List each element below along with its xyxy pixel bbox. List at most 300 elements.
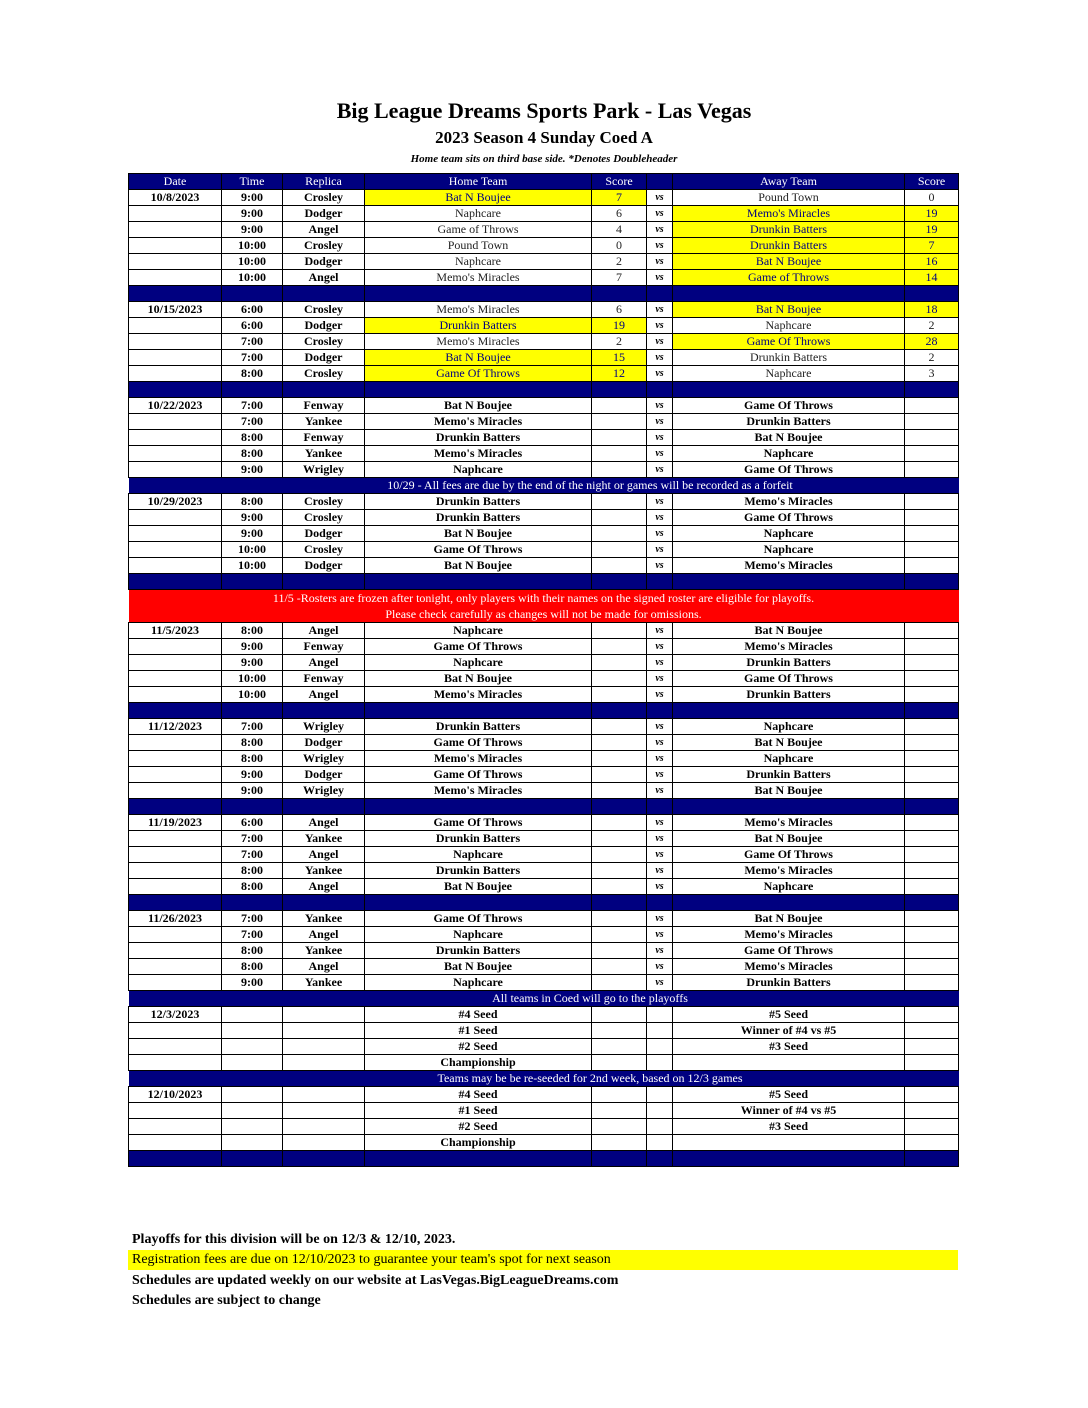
- away-score: [905, 831, 959, 847]
- header-away-team: Away Team: [673, 174, 905, 190]
- game-row: [129, 735, 959, 751]
- time: 7:00: [222, 831, 283, 847]
- away-score: [905, 446, 959, 462]
- vs: vs: [647, 927, 673, 943]
- date: [129, 510, 222, 526]
- vs: vs: [647, 350, 673, 366]
- time: 7:00: [222, 334, 283, 350]
- home-team: Game Of Throws: [365, 735, 592, 751]
- separator-cell: [365, 703, 592, 719]
- date: [129, 1103, 222, 1119]
- away-score: [905, 414, 959, 430]
- away-team: [673, 1055, 905, 1071]
- replica: Dodger: [283, 254, 365, 270]
- replica: Angel: [283, 879, 365, 895]
- home-team: Drunkin Batters: [365, 430, 592, 446]
- separator-cell: [647, 799, 673, 815]
- time: 9:00: [222, 975, 283, 991]
- vs: vs: [647, 735, 673, 751]
- away-score: [905, 767, 959, 783]
- notice-cell: [129, 1071, 222, 1087]
- away-team: Drunkin Batters: [673, 222, 905, 238]
- home-score: [592, 943, 647, 959]
- time: 9:00: [222, 206, 283, 222]
- time: 8:00: [222, 959, 283, 975]
- time: [222, 1087, 283, 1103]
- date: [129, 462, 222, 478]
- away-score: [905, 879, 959, 895]
- separator-cell: [673, 1151, 905, 1167]
- replica: [283, 1055, 365, 1071]
- home-team: Bat N Boujee: [365, 558, 592, 574]
- away-team: Memo's Miracles: [673, 959, 905, 975]
- replica: Crosley: [283, 334, 365, 350]
- game-row: [129, 623, 959, 639]
- away-score: [905, 959, 959, 975]
- away-team: Memo's Miracles: [673, 927, 905, 943]
- date: [129, 879, 222, 895]
- home-team: Bat N Boujee: [365, 671, 592, 687]
- away-score: [905, 510, 959, 526]
- game-row: [129, 190, 959, 206]
- separator-cell: [673, 799, 905, 815]
- time: [222, 1023, 283, 1039]
- date: 11/12/2023: [129, 719, 222, 735]
- home-team: Drunkin Batters: [365, 831, 592, 847]
- game-row: [129, 558, 959, 574]
- replica: Yankee: [283, 911, 365, 927]
- roster-alert-row: [129, 590, 959, 623]
- time: [222, 1135, 283, 1151]
- game-row: [129, 975, 959, 991]
- separator-cell: [365, 799, 592, 815]
- roster-alert-line2: Please check carefully as changes will not be made for omissions.: [385, 607, 702, 621]
- replica: Angel: [283, 847, 365, 863]
- home-score: [592, 831, 647, 847]
- game-row: [129, 334, 959, 350]
- away-score: 7: [905, 238, 959, 254]
- away-score: 3: [905, 366, 959, 382]
- home-score: [592, 959, 647, 975]
- away-score: [905, 1135, 959, 1151]
- replica: Yankee: [283, 446, 365, 462]
- game-row: [129, 398, 959, 414]
- date: [129, 943, 222, 959]
- separator-cell: [129, 799, 222, 815]
- replica: [283, 1039, 365, 1055]
- time: 8:00: [222, 943, 283, 959]
- game-row: [129, 542, 959, 558]
- date: [129, 751, 222, 767]
- home-team: Bat N Boujee: [365, 879, 592, 895]
- home-team: Drunkin Batters: [365, 510, 592, 526]
- separator-cell: [129, 286, 222, 302]
- away-team: Bat N Boujee: [673, 254, 905, 270]
- vs: vs: [647, 542, 673, 558]
- replica: Crosley: [283, 542, 365, 558]
- vs: [647, 1103, 673, 1119]
- home-team: Pound Town: [365, 238, 592, 254]
- away-score: [905, 1103, 959, 1119]
- vs: vs: [647, 430, 673, 446]
- game-row: [129, 959, 959, 975]
- replica: Fenway: [283, 398, 365, 414]
- playoffs-note: Playoffs for this division will be on 12/3 & 12/10, 2023.: [132, 1232, 456, 1247]
- vs: vs: [647, 943, 673, 959]
- replica: Crosley: [283, 190, 365, 206]
- separator-cell: [283, 286, 365, 302]
- home-team: Naphcare: [365, 655, 592, 671]
- away-score: 18: [905, 302, 959, 318]
- replica: Crosley: [283, 238, 365, 254]
- separator-cell: [222, 703, 283, 719]
- home-score: [592, 494, 647, 510]
- home-team: #1 Seed: [365, 1023, 592, 1039]
- date: [129, 318, 222, 334]
- home-score: 7: [592, 270, 647, 286]
- replica: Wrigley: [283, 783, 365, 799]
- away-team: Game Of Throws: [673, 398, 905, 414]
- game-row: [129, 815, 959, 831]
- vs: vs: [647, 687, 673, 703]
- replica: Angel: [283, 687, 365, 703]
- home-score: [592, 863, 647, 879]
- away-team: Bat N Boujee: [673, 735, 905, 751]
- game-row: [129, 655, 959, 671]
- game-row: [129, 879, 959, 895]
- time: 10:00: [222, 687, 283, 703]
- date: [129, 446, 222, 462]
- date: [129, 558, 222, 574]
- separator-cell: [222, 895, 283, 911]
- away-score: [905, 430, 959, 446]
- away-team: Memo's Miracles: [673, 863, 905, 879]
- date: [129, 414, 222, 430]
- time: 10:00: [222, 270, 283, 286]
- separator-cell: [647, 574, 673, 590]
- vs: vs: [647, 414, 673, 430]
- time: 8:00: [222, 735, 283, 751]
- home-team: Game Of Throws: [365, 639, 592, 655]
- home-score: [592, 1039, 647, 1055]
- home-team: Bat N Boujee: [365, 350, 592, 366]
- time: 8:00: [222, 494, 283, 510]
- away-team: Game Of Throws: [673, 510, 905, 526]
- time: [222, 1103, 283, 1119]
- home-team: Memo's Miracles: [365, 414, 592, 430]
- separator-cell: [283, 895, 365, 911]
- replica: [283, 1007, 365, 1023]
- replica: Dodger: [283, 206, 365, 222]
- vs: vs: [647, 959, 673, 975]
- home-team: Championship: [365, 1055, 592, 1071]
- time: 8:00: [222, 751, 283, 767]
- vs: vs: [647, 975, 673, 991]
- vs: vs: [647, 318, 673, 334]
- home-score: [592, 1103, 647, 1119]
- page-subtitle: 2023 Season 4 Sunday Coed A: [435, 128, 653, 147]
- away-team: Naphcare: [673, 751, 905, 767]
- notice-text: All teams in Coed will go to the playoffs: [222, 991, 959, 1007]
- replica: Crosley: [283, 366, 365, 382]
- home-team: Naphcare: [365, 847, 592, 863]
- game-row: [129, 318, 959, 334]
- replica: Angel: [283, 655, 365, 671]
- home-team: Bat N Boujee: [365, 526, 592, 542]
- away-team: Drunkin Batters: [673, 238, 905, 254]
- home-score: 7: [592, 190, 647, 206]
- replica: Dodger: [283, 318, 365, 334]
- vs: vs: [647, 270, 673, 286]
- time: 9:00: [222, 526, 283, 542]
- home-score: [592, 414, 647, 430]
- time: 7:00: [222, 350, 283, 366]
- game-row: [129, 302, 959, 318]
- home-team: Drunkin Batters: [365, 494, 592, 510]
- date: [129, 783, 222, 799]
- game-row: [129, 414, 959, 430]
- replica: [283, 1023, 365, 1039]
- replica: [283, 1119, 365, 1135]
- header-away-score: Score: [905, 174, 959, 190]
- separator-cell: [129, 382, 222, 398]
- vs: vs: [647, 655, 673, 671]
- time: [222, 1119, 283, 1135]
- away-score: [905, 639, 959, 655]
- away-team: Game of Throws: [673, 270, 905, 286]
- separator-cell: [283, 703, 365, 719]
- away-team: Bat N Boujee: [673, 623, 905, 639]
- game-row: [129, 510, 959, 526]
- away-team: Naphcare: [673, 879, 905, 895]
- separator-cell: [283, 574, 365, 590]
- home-team: Drunkin Batters: [365, 943, 592, 959]
- away-score: 14: [905, 270, 959, 286]
- separator-cell: [905, 574, 959, 590]
- time: 7:00: [222, 847, 283, 863]
- home-score: [592, 879, 647, 895]
- vs: vs: [647, 398, 673, 414]
- vs: vs: [647, 558, 673, 574]
- time: 8:00: [222, 863, 283, 879]
- date: [129, 1039, 222, 1055]
- home-team: Memo's Miracles: [365, 687, 592, 703]
- home-team: #4 Seed: [365, 1087, 592, 1103]
- date: 10/22/2023: [129, 398, 222, 414]
- date: [129, 959, 222, 975]
- separator-cell: [592, 799, 647, 815]
- home-score: [592, 815, 647, 831]
- date: [129, 767, 222, 783]
- separator-row: [129, 1151, 959, 1167]
- vs: vs: [647, 526, 673, 542]
- time: 9:00: [222, 655, 283, 671]
- home-team: Naphcare: [365, 254, 592, 270]
- home-team: Naphcare: [365, 462, 592, 478]
- notice-row: [129, 1071, 959, 1087]
- away-score: [905, 863, 959, 879]
- replica: Yankee: [283, 863, 365, 879]
- replica: [283, 1103, 365, 1119]
- replica: Wrigley: [283, 719, 365, 735]
- away-team: Bat N Boujee: [673, 430, 905, 446]
- game-row: [129, 1135, 959, 1151]
- vs: vs: [647, 863, 673, 879]
- separator-cell: [129, 895, 222, 911]
- replica: Angel: [283, 927, 365, 943]
- separator-cell: [222, 1151, 283, 1167]
- game-row: [129, 206, 959, 222]
- home-score: [592, 1023, 647, 1039]
- separator-row: [129, 895, 959, 911]
- game-row: [129, 719, 959, 735]
- replica: Crosley: [283, 510, 365, 526]
- separator-cell: [592, 382, 647, 398]
- separator-cell: [673, 286, 905, 302]
- separator-row: [129, 799, 959, 815]
- away-score: 2: [905, 318, 959, 334]
- separator-cell: [905, 382, 959, 398]
- away-team: Drunkin Batters: [673, 414, 905, 430]
- away-score: [905, 719, 959, 735]
- home-score: [592, 510, 647, 526]
- vs: [647, 1087, 673, 1103]
- vs: vs: [647, 302, 673, 318]
- vs: vs: [647, 783, 673, 799]
- game-row: [129, 446, 959, 462]
- vs: vs: [647, 751, 673, 767]
- page-title: Big League Dreams Sports Park - Las Vegas: [336, 98, 752, 123]
- home-score: 19: [592, 318, 647, 334]
- replica: Fenway: [283, 639, 365, 655]
- date: [129, 222, 222, 238]
- vs: vs: [647, 222, 673, 238]
- notice-row: [129, 478, 959, 494]
- home-score: [592, 639, 647, 655]
- separator-cell: [905, 286, 959, 302]
- home-score: [592, 526, 647, 542]
- separator-cell: [673, 895, 905, 911]
- subject-to-change-note: Schedules are subject to change: [132, 1293, 321, 1308]
- home-score: [592, 655, 647, 671]
- away-score: [905, 927, 959, 943]
- time: 7:00: [222, 414, 283, 430]
- date: [129, 735, 222, 751]
- game-row: [129, 238, 959, 254]
- date: [129, 238, 222, 254]
- away-score: 19: [905, 206, 959, 222]
- home-score: [592, 1119, 647, 1135]
- home-team: Game Of Throws: [365, 911, 592, 927]
- away-score: [905, 462, 959, 478]
- game-row: [129, 222, 959, 238]
- away-team: Drunkin Batters: [673, 687, 905, 703]
- away-score: [905, 542, 959, 558]
- replica: Wrigley: [283, 462, 365, 478]
- away-team: #3 Seed: [673, 1039, 905, 1055]
- away-score: [905, 526, 959, 542]
- home-score: [592, 542, 647, 558]
- separator-cell: [129, 1151, 222, 1167]
- game-row: [129, 847, 959, 863]
- away-team: Drunkin Batters: [673, 975, 905, 991]
- home-team: Drunkin Batters: [365, 863, 592, 879]
- away-team: Bat N Boujee: [673, 783, 905, 799]
- replica: [283, 1135, 365, 1151]
- separator-cell: [283, 382, 365, 398]
- vs: vs: [647, 190, 673, 206]
- date: [129, 1055, 222, 1071]
- time: 10:00: [222, 558, 283, 574]
- replica: Fenway: [283, 430, 365, 446]
- header-note: Home team sits on third base side. *Denotes Doubleheader: [410, 153, 678, 165]
- separator-cell: [673, 574, 905, 590]
- home-score: [592, 462, 647, 478]
- home-team: Memo's Miracles: [365, 270, 592, 286]
- time: 10:00: [222, 254, 283, 270]
- away-team: Naphcare: [673, 542, 905, 558]
- time: 8:00: [222, 430, 283, 446]
- time: [222, 1007, 283, 1023]
- separator-cell: [905, 799, 959, 815]
- date: 10/15/2023: [129, 302, 222, 318]
- replica: Yankee: [283, 414, 365, 430]
- away-team: Game Of Throws: [673, 847, 905, 863]
- home-score: [592, 719, 647, 735]
- away-team: Bat N Boujee: [673, 302, 905, 318]
- game-row: [129, 462, 959, 478]
- vs: vs: [647, 623, 673, 639]
- away-team: #3 Seed: [673, 1119, 905, 1135]
- game-row: [129, 430, 959, 446]
- game-row: [129, 1119, 959, 1135]
- game-row: [129, 526, 959, 542]
- home-score: [592, 783, 647, 799]
- date: [129, 831, 222, 847]
- notice-cell: [129, 991, 222, 1007]
- away-team: #5 Seed: [673, 1007, 905, 1023]
- vs: [647, 1055, 673, 1071]
- vs: vs: [647, 639, 673, 655]
- time: 9:00: [222, 462, 283, 478]
- game-row: [129, 1087, 959, 1103]
- game-row: [129, 751, 959, 767]
- date: [129, 350, 222, 366]
- away-score: [905, 655, 959, 671]
- vs: vs: [647, 334, 673, 350]
- separator-row: [129, 382, 959, 398]
- separator-cell: [647, 382, 673, 398]
- header-vs: [647, 174, 673, 190]
- game-row: [129, 911, 959, 927]
- replica: Crosley: [283, 494, 365, 510]
- date: [129, 334, 222, 350]
- home-score: 12: [592, 366, 647, 382]
- date: [129, 655, 222, 671]
- replica: Yankee: [283, 943, 365, 959]
- home-team: Game Of Throws: [365, 815, 592, 831]
- replica: [283, 1087, 365, 1103]
- header-home-team: Home Team: [365, 174, 592, 190]
- separator-cell: [222, 574, 283, 590]
- time: 10:00: [222, 542, 283, 558]
- game-row: [129, 687, 959, 703]
- home-team: Game Of Throws: [365, 767, 592, 783]
- vs: vs: [647, 671, 673, 687]
- home-team: #4 Seed: [365, 1007, 592, 1023]
- vs: vs: [647, 366, 673, 382]
- home-score: [592, 1087, 647, 1103]
